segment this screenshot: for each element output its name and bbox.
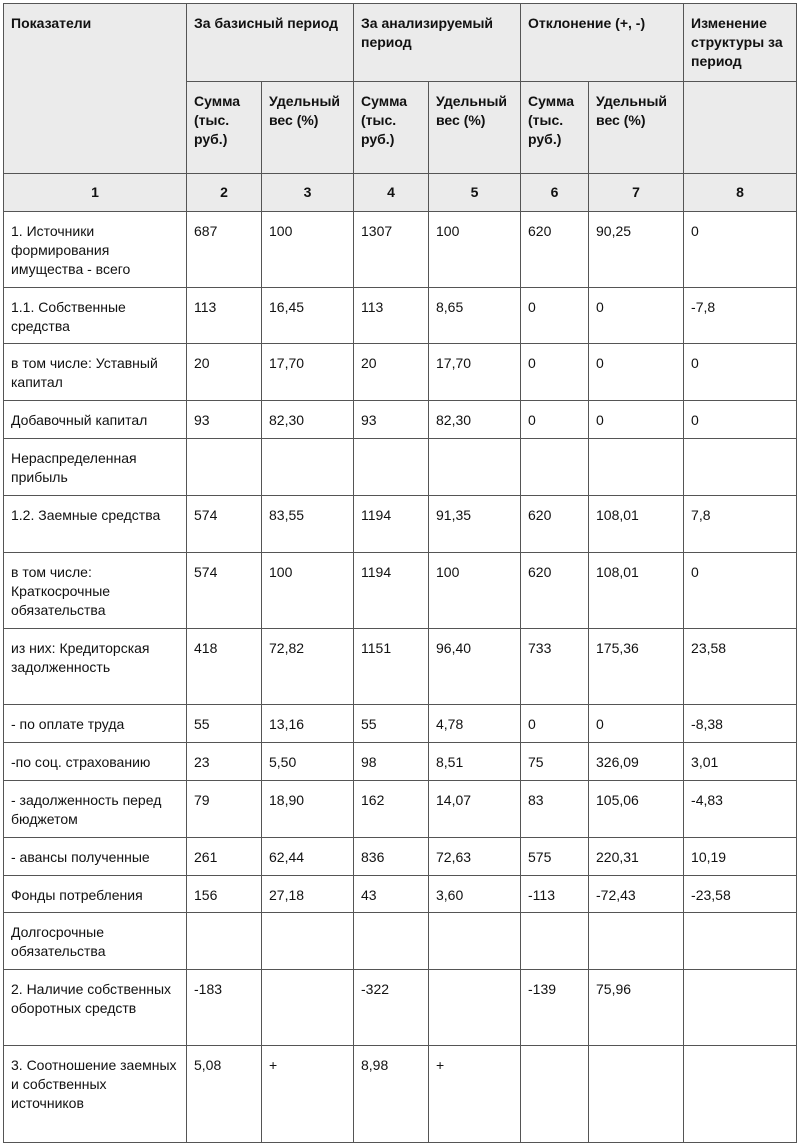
base-sum-cell: 5,08 [187, 1046, 262, 1143]
deviation-share-cell: 108,01 [589, 553, 684, 629]
table-row [4, 496, 797, 553]
base-share-cell [262, 970, 354, 1046]
column-number: 7 [589, 174, 684, 212]
column-number: 4 [354, 174, 429, 212]
deviation-sum-cell [521, 1046, 589, 1143]
analyzed-share-cell: 82,30 [429, 401, 521, 439]
deviation-sum-cell: 620 [521, 553, 589, 629]
indicator-cell: 1. Источники формирования имущества - всего [4, 212, 187, 288]
deviation-sum-cell: 620 [521, 212, 589, 288]
deviation-sum-cell: -139 [521, 970, 589, 1046]
table-row [4, 838, 797, 876]
subheader-deviation-sum: Сумма (тыс. руб.) [521, 82, 589, 174]
subheader-deviation-share: Удельный вес (%) [589, 82, 684, 174]
subheader-structure-empty [684, 82, 797, 174]
table-row [4, 913, 797, 970]
base-share-cell: 100 [262, 212, 354, 288]
analyzed-share-cell [429, 439, 521, 496]
indicator-cell: 2. Наличие собственных оборотных средств [4, 970, 187, 1046]
deviation-sum-cell: 620 [521, 496, 589, 553]
deviation-sum-cell: 0 [521, 705, 589, 743]
analyzed-share-cell: 17,70 [429, 344, 521, 401]
table-row [4, 876, 797, 913]
analyzed-sum-cell [354, 439, 429, 496]
structure-change-cell [684, 439, 797, 496]
header-indicators: Показатели [4, 4, 187, 174]
indicator-cell: Фонды потребления [4, 876, 187, 913]
structure-change-cell: -4,83 [684, 781, 797, 838]
base-share-cell: 82,30 [262, 401, 354, 439]
analyzed-share-cell: 4,78 [429, 705, 521, 743]
structure-change-cell: 7,8 [684, 496, 797, 553]
analyzed-share-cell: 91,35 [429, 496, 521, 553]
base-sum-cell: 20 [187, 344, 262, 401]
structure-change-cell: -8,38 [684, 705, 797, 743]
base-sum-cell: 93 [187, 401, 262, 439]
analyzed-sum-cell: 1194 [354, 553, 429, 629]
deviation-sum-cell: 733 [521, 629, 589, 705]
base-share-cell: 83,55 [262, 496, 354, 553]
deviation-sum-cell: 83 [521, 781, 589, 838]
table-row [4, 781, 797, 838]
deviation-share-cell [589, 913, 684, 970]
analyzed-sum-cell: 98 [354, 743, 429, 781]
indicator-cell: из них: Кредиторская задолженность [4, 629, 187, 705]
structure-change-cell: -23,58 [684, 876, 797, 913]
analyzed-share-cell: 100 [429, 212, 521, 288]
base-share-cell: + [262, 1046, 354, 1143]
indicator-cell: в том числе: Уставный капитал [4, 344, 187, 401]
deviation-share-cell: 108,01 [589, 496, 684, 553]
table-row [4, 553, 797, 629]
structure-change-cell: 0 [684, 401, 797, 439]
analyzed-share-cell [429, 913, 521, 970]
deviation-sum-cell: 0 [521, 344, 589, 401]
indicator-cell: Добавочный капитал [4, 401, 187, 439]
analyzed-sum-cell: 1151 [354, 629, 429, 705]
deviation-share-cell [589, 1046, 684, 1143]
deviation-share-cell: -72,43 [589, 876, 684, 913]
analyzed-sum-cell: 20 [354, 344, 429, 401]
analyzed-share-cell: 3,60 [429, 876, 521, 913]
base-share-cell: 72,82 [262, 629, 354, 705]
base-sum-cell [187, 439, 262, 496]
deviation-sum-cell: 75 [521, 743, 589, 781]
analyzed-share-cell: 8,65 [429, 288, 521, 344]
analyzed-sum-cell: 113 [354, 288, 429, 344]
base-share-cell [262, 439, 354, 496]
table-row [4, 1046, 797, 1143]
base-share-cell: 17,70 [262, 344, 354, 401]
analyzed-share-cell: 96,40 [429, 629, 521, 705]
deviation-sum-cell: 0 [521, 288, 589, 344]
base-share-cell [262, 913, 354, 970]
analyzed-sum-cell: 1194 [354, 496, 429, 553]
deviation-sum-cell [521, 439, 589, 496]
indicator-cell: в том числе: Краткосрочные обязательства [4, 553, 187, 629]
table-row [4, 629, 797, 705]
deviation-share-cell: 0 [589, 288, 684, 344]
table-row [4, 401, 797, 439]
subheader-base-sum: Сумма (тыс. руб.) [187, 82, 262, 174]
column-number: 1 [4, 174, 187, 212]
deviation-share-cell: 105,06 [589, 781, 684, 838]
table-row [4, 288, 797, 344]
structure-change-cell: 0 [684, 553, 797, 629]
deviation-share-cell: 220,31 [589, 838, 684, 876]
header-base-period: За базисный период [187, 4, 354, 82]
analyzed-share-cell: 14,07 [429, 781, 521, 838]
indicator-cell: Долгосрочные обязательства [4, 913, 187, 970]
structure-change-cell [684, 1046, 797, 1143]
deviation-sum-cell: 575 [521, 838, 589, 876]
deviation-share-cell: 75,96 [589, 970, 684, 1046]
structure-change-cell: 0 [684, 212, 797, 288]
base-sum-cell: 79 [187, 781, 262, 838]
indicator-cell: 1.2. Заемные средства [4, 496, 187, 553]
indicator-cell: -по соц. страхованию [4, 743, 187, 781]
analyzed-sum-cell: 93 [354, 401, 429, 439]
analyzed-sum-cell: 8,98 [354, 1046, 429, 1143]
column-number: 8 [684, 174, 797, 212]
table-row [4, 212, 797, 288]
deviation-share-cell: 0 [589, 344, 684, 401]
column-number: 6 [521, 174, 589, 212]
indicator-cell: - авансы полученные [4, 838, 187, 876]
column-numbers-row [4, 174, 797, 212]
indicator-cell: 3. Соотношение заемных и собственных источников [4, 1046, 187, 1143]
analyzed-share-cell: 100 [429, 553, 521, 629]
deviation-share-cell [589, 439, 684, 496]
analyzed-sum-cell: -322 [354, 970, 429, 1046]
analyzed-sum-cell: 1307 [354, 212, 429, 288]
analyzed-sum-cell [354, 913, 429, 970]
subheader-base-share: Удельный вес (%) [262, 82, 354, 174]
deviation-share-cell: 0 [589, 401, 684, 439]
structure-change-cell [684, 970, 797, 1046]
deviation-share-cell: 0 [589, 705, 684, 743]
analyzed-share-cell: + [429, 1046, 521, 1143]
table-row [4, 705, 797, 743]
indicator-cell: Нераспределенная прибыль [4, 439, 187, 496]
base-sum-cell: 113 [187, 288, 262, 344]
base-sum-cell: 574 [187, 553, 262, 629]
base-share-cell: 62,44 [262, 838, 354, 876]
deviation-sum-cell: -113 [521, 876, 589, 913]
column-number: 2 [187, 174, 262, 212]
structure-change-cell: 3,01 [684, 743, 797, 781]
structure-change-cell: 23,58 [684, 629, 797, 705]
deviation-sum-cell: 0 [521, 401, 589, 439]
table-row [4, 344, 797, 401]
subheader-analyzed-share: Удельный вес (%) [429, 82, 521, 174]
base-sum-cell: 156 [187, 876, 262, 913]
base-sum-cell: 55 [187, 705, 262, 743]
analyzed-share-cell [429, 970, 521, 1046]
indicator-cell: - задолженность перед бюджетом [4, 781, 187, 838]
analyzed-share-cell: 72,63 [429, 838, 521, 876]
header-structure-change: Изменение структуры за период [684, 4, 797, 82]
base-share-cell: 27,18 [262, 876, 354, 913]
structure-change-cell [684, 913, 797, 970]
column-number: 5 [429, 174, 521, 212]
analyzed-sum-cell: 55 [354, 705, 429, 743]
base-share-cell: 100 [262, 553, 354, 629]
table-row [4, 970, 797, 1046]
structure-change-cell: -7,8 [684, 288, 797, 344]
deviation-share-cell: 175,36 [589, 629, 684, 705]
base-sum-cell [187, 913, 262, 970]
indicator-cell: - по оплате труда [4, 705, 187, 743]
base-share-cell: 18,90 [262, 781, 354, 838]
base-share-cell: 13,16 [262, 705, 354, 743]
analyzed-sum-cell: 43 [354, 876, 429, 913]
analyzed-sum-cell: 162 [354, 781, 429, 838]
analyzed-sum-cell: 836 [354, 838, 429, 876]
deviation-share-cell: 326,09 [589, 743, 684, 781]
subheader-analyzed-sum: Сумма (тыс. руб.) [354, 82, 429, 174]
base-share-cell: 16,45 [262, 288, 354, 344]
analyzed-share-cell: 8,51 [429, 743, 521, 781]
header-analyzed-period: За анализируемый период [354, 4, 521, 82]
base-sum-cell: 418 [187, 629, 262, 705]
column-number: 3 [262, 174, 354, 212]
financial-analysis-table [3, 3, 797, 1143]
base-sum-cell: 687 [187, 212, 262, 288]
base-sum-cell: 23 [187, 743, 262, 781]
base-sum-cell: 261 [187, 838, 262, 876]
base-sum-cell: -183 [187, 970, 262, 1046]
deviation-sum-cell [521, 913, 589, 970]
table-row [4, 439, 797, 496]
structure-change-cell: 10,19 [684, 838, 797, 876]
indicator-cell: 1.1. Собственные средства [4, 288, 187, 344]
base-share-cell: 5,50 [262, 743, 354, 781]
structure-change-cell: 0 [684, 344, 797, 401]
header-row [4, 4, 797, 82]
deviation-share-cell: 90,25 [589, 212, 684, 288]
table-row [4, 743, 797, 781]
header-deviation: Отклонение (+, -) [521, 4, 684, 82]
base-sum-cell: 574 [187, 496, 262, 553]
